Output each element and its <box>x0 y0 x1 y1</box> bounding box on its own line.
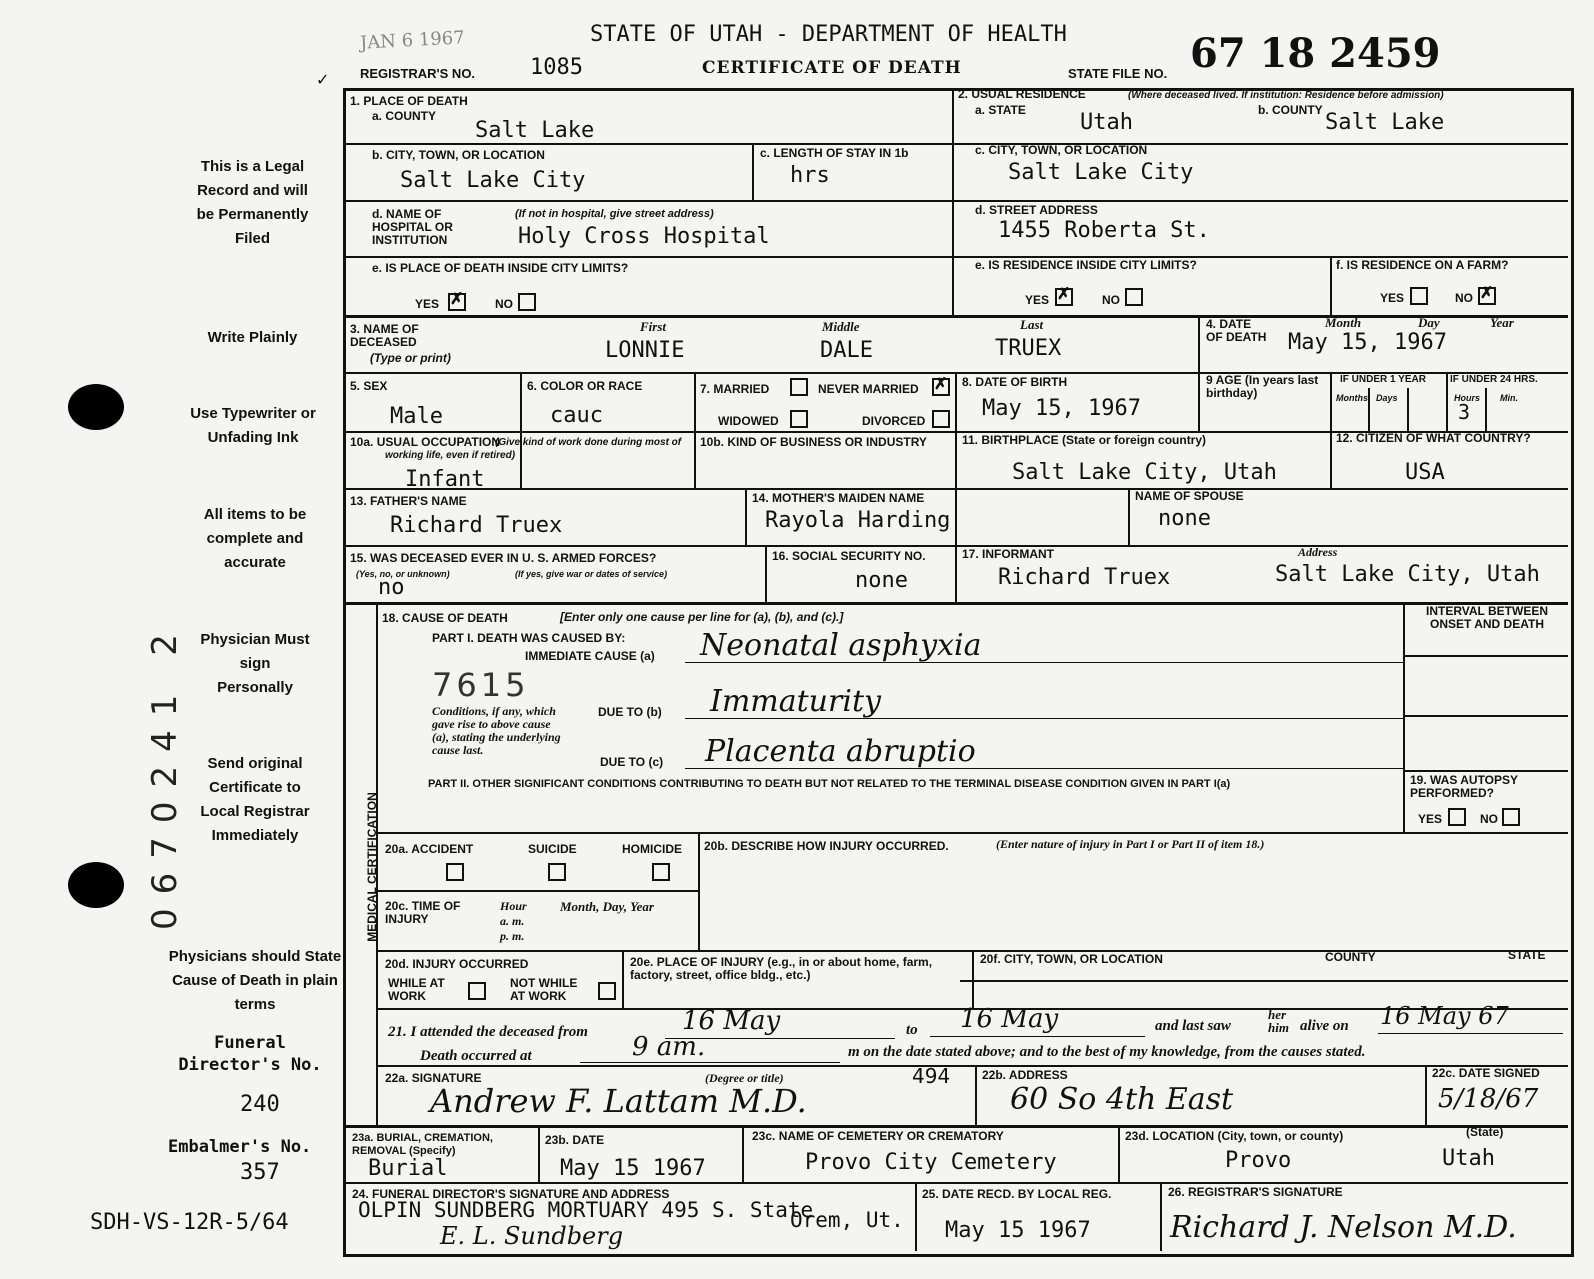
label-ssn: 16. SOCIAL SECURITY NO. <box>772 549 926 563</box>
label-homicide: HOMICIDE <box>622 842 682 856</box>
label-first: First <box>640 319 667 334</box>
label-hospital-note: (If not in hospital, give street address) <box>515 208 714 220</box>
label-informant: 17. INFORMANT <box>962 547 1055 561</box>
label-attended: 21. I attended the deceased from <box>388 1024 588 1040</box>
checkbox-autopsy-yes[interactable] <box>1448 808 1466 826</box>
label-hospital-name: d. NAME OF HOSPITAL OR INSTITUTION <box>372 207 453 247</box>
value-alive-on: 16 May 67 <box>1380 1002 1509 1030</box>
yes-label: YES <box>1025 293 1050 307</box>
value-res-county: Salt Lake <box>1325 110 1445 135</box>
checkbox-divorced[interactable] <box>932 410 950 428</box>
label-mother: 14. MOTHER'S MAIDEN NAME <box>752 491 925 505</box>
registrar-label: REGISTRAR'S NO. <box>360 66 476 81</box>
label-spouse: NAME OF SPOUSE <box>1135 489 1244 503</box>
label-state-paren: (State) <box>1466 1125 1504 1139</box>
label-divorced: DIVORCED <box>862 414 926 428</box>
label-min: Min. <box>1500 393 1518 403</box>
checkbox-widowed[interactable] <box>790 410 808 428</box>
label-county-a: a. COUNTY <box>372 109 437 123</box>
label-alive-on: alive on <box>1300 1018 1349 1034</box>
checkbox-while-at-work[interactable] <box>468 982 486 1000</box>
label-time-of-injury: 20c. TIME OF INJURY <box>385 899 461 926</box>
label-last-saw: and last saw <box>1155 1018 1231 1034</box>
value-hospital: Holy Cross Hospital <box>518 224 770 249</box>
value-res-state: Utah <box>1080 110 1133 135</box>
label-inside-city-death: e. IS PLACE OF DEATH INSIDE CITY LIMITS? <box>372 261 629 275</box>
value-funeral-home: OLPIN SUNDBERG MORTUARY 495 S. State <box>358 1198 814 1222</box>
check-mark-x: ✗ <box>1480 285 1494 302</box>
label-her-him: her him <box>1268 1007 1289 1035</box>
label-date-recd: 25. DATE RECD. BY LOCAL REG. <box>922 1187 1112 1201</box>
label-autopsy: 19. WAS AUTOPSY PERFORMED? <box>1410 773 1518 800</box>
label-to: to <box>906 1022 918 1038</box>
label-occupation: 10a. USUAL OCCUPATION <box>350 435 501 449</box>
label-date-of-death: 4. DATE OF DEATH <box>1206 317 1267 344</box>
value-citizen: USA <box>1405 460 1445 485</box>
punch-hole-bottom <box>68 862 124 908</box>
value-location-city: Provo <box>1225 1148 1292 1173</box>
label-county-b: b. COUNTY <box>1258 103 1323 117</box>
value-attended-from: 16 May <box>682 1006 781 1036</box>
label-registrar-signature: 26. REGISTRAR'S SIGNATURE <box>1168 1185 1343 1199</box>
checkbox-accident[interactable] <box>446 863 464 881</box>
label-suicide: SUICIDE <box>528 842 577 856</box>
value-burial: Burial <box>368 1156 448 1181</box>
medical-certification-label: MEDICAL CERTIFICATION <box>365 792 379 942</box>
embalmer-label: Embalmer's No. <box>168 1137 312 1157</box>
value-cause-code: 7615 <box>432 666 530 704</box>
label-street-address: d. STREET ADDRESS <box>975 203 1098 217</box>
sidebar-note-send: Send original Certificate to Local Registrar Immediately <box>200 755 310 844</box>
label-am: a. m. <box>500 914 525 928</box>
label-not-while-at-work: NOT WHILE AT WORK <box>510 976 578 1003</box>
label-due-to-b: DUE TO (b) <box>598 705 662 719</box>
value-degree-number: 494 <box>912 1064 951 1088</box>
value-race: cauc <box>550 403 603 428</box>
label-degree: (Degree or title) <box>705 1071 784 1085</box>
label-pm: p. m. <box>500 929 525 943</box>
value-physician-signature: Andrew F. Lattam M.D. <box>430 1082 807 1120</box>
check-mark: ✓ <box>316 72 330 89</box>
value-burial-date: May 15 1967 <box>560 1156 706 1181</box>
form-code: SDH-VS-12R-5/64 <box>90 1210 289 1235</box>
label-date-signed: 22c. DATE SIGNED <box>1432 1066 1540 1080</box>
state-file-label: STATE FILE NO. <box>1068 66 1168 81</box>
label-widowed: WIDOWED <box>718 414 779 428</box>
checkbox-res-inside-city-no[interactable] <box>1125 288 1143 306</box>
label-month-day-year: Month, Day, Year <box>560 899 654 914</box>
label-cause-note: [Enter only one cause per line for (a), (b), and (c).] <box>560 610 844 624</box>
value-location-state: Utah <box>1442 1146 1495 1171</box>
label-death-occurred-tail: m on the date stated above; and to the best of my knowledge, from the causes stated. <box>848 1044 1366 1060</box>
value-cause-a: Neonatal asphyxia <box>700 628 982 663</box>
value-res-city: Salt Lake City <box>1008 160 1194 185</box>
label-describe-injury: 20b. DESCRIBE HOW INJURY OCCURRED. <box>704 839 949 853</box>
checkbox-homicide[interactable] <box>652 863 670 881</box>
value-mother: Rayola Harding <box>765 508 951 533</box>
label-part-1: PART I. DEATH WAS CAUSED BY: <box>432 631 626 645</box>
embalmer-number: 357 <box>240 1160 280 1185</box>
state-file-number: 67 18 2459 <box>1190 30 1441 77</box>
funeral-director-number: 240 <box>240 1092 280 1117</box>
label-accident: 20a. ACCIDENT <box>385 842 474 856</box>
label-place-of-injury: 20e. PLACE OF INJURY (e.g., in or about home, farm, factory, street, office bldg., etc.) <box>630 955 933 982</box>
label-on-farm: f. IS RESIDENCE ON A FARM? <box>1336 258 1509 272</box>
label-year: Year <box>1490 315 1514 330</box>
value-date-of-birth: May 15, 1967 <box>982 396 1141 421</box>
value-county-death: Salt Lake <box>475 118 595 143</box>
label-inside-city-res: e. IS RESIDENCE INSIDE CITY LIMITS? <box>975 258 1197 272</box>
no-label: NO <box>1480 812 1498 826</box>
label-while-at-work: WHILE AT WORK <box>388 976 445 1003</box>
label-immediate-cause: IMMEDIATE CAUSE (a) <box>525 649 655 663</box>
value-middle-name: DALE <box>820 338 873 363</box>
value-date-of-death: May 15, 1967 <box>1288 330 1447 355</box>
label-citizen: 12. CITIZEN OF WHAT COUNTRY? <box>1336 431 1531 445</box>
label-location: 23d. LOCATION (City, town, or county) <box>1125 1129 1344 1143</box>
checkbox-farm-yes[interactable] <box>1410 287 1428 305</box>
received-stamp: JAN 6 1967 <box>359 27 466 54</box>
label-armed-note-2: (If yes, give war or dates of service) <box>515 569 668 579</box>
value-attended-to: 16 May <box>960 1004 1059 1034</box>
label-cause-of-death: 18. CAUSE OF DEATH <box>382 611 508 625</box>
label-armed-forces: 15. WAS DECEASED EVER IN U. S. ARMED FORCES? <box>350 551 657 565</box>
value-first-name: LONNIE <box>605 338 685 363</box>
label-age: 9 AGE (In years last birthday) <box>1206 373 1319 400</box>
label-day: Day <box>1418 315 1440 330</box>
value-funeral-home-city: Orem, Ut. <box>790 1208 904 1232</box>
label-due-to-c: DUE TO (c) <box>600 755 664 769</box>
label-date-23b: 23b. DATE <box>545 1133 605 1147</box>
yes-label: YES <box>1380 291 1405 305</box>
vertical-file-number: 0670241 2 <box>145 620 185 930</box>
sidebar-note-complete: All items to be complete and accurate <box>203 506 307 571</box>
label-city-c: c. CITY, TOWN, OR LOCATION <box>975 143 1148 157</box>
label-usual-residence: 2. USUAL RESIDENCE <box>958 87 1086 101</box>
label-state-a: a. STATE <box>975 103 1026 117</box>
label-married: 7. MARRIED <box>700 382 770 396</box>
label-death-occurred-at: Death occurred at <box>420 1048 532 1064</box>
no-label: NO <box>495 297 513 311</box>
label-color-race: 6. COLOR OR RACE <box>527 379 643 393</box>
label-occupation-note: (Give kind of work done during most of working life, even if retired) <box>385 437 682 461</box>
label-armed-note-1: (Yes, no, or unknown) <box>356 569 450 579</box>
sidebar-note-plain: Write Plainly <box>207 329 298 346</box>
value-cemetery: Provo City Cemetery <box>805 1150 1057 1175</box>
value-date-signed: 5/18/67 <box>1438 1084 1539 1114</box>
value-armed: no <box>378 575 405 600</box>
value-spouse: none <box>1158 506 1211 531</box>
label-father: 13. FATHER'S NAME <box>350 494 467 508</box>
value-date-recd: May 15 1967 <box>945 1218 1091 1243</box>
value-physician-address: 60 So 4th East <box>1010 1082 1234 1117</box>
sidebar-note-physician: Physician Must sign Personally <box>200 631 310 696</box>
label-injury-state: STATE <box>1508 948 1546 962</box>
label-hours: Hours <box>1454 393 1481 403</box>
registrar-number: 1085 <box>530 55 583 80</box>
value-ssn: none <box>855 568 908 593</box>
value-funeral-director-signature: E. L. Sundberg <box>440 1222 624 1250</box>
label-month: Month <box>1325 315 1362 330</box>
value-sex: Male <box>390 404 443 429</box>
punch-hole-top <box>68 384 124 430</box>
label-injury-occurred: 20d. INJURY OCCURRED <box>385 957 529 971</box>
sidebar-note-legal: This is a Legal Record and will be Permanently Filed <box>196 158 309 247</box>
checkbox-res-inside-city-yes[interactable] <box>1055 288 1073 306</box>
value-age-hours: 3 <box>1458 400 1471 424</box>
funeral-director-label: Funeral Director's No. <box>178 1033 322 1075</box>
label-part-2: PART II. OTHER SIGNIFICANT CONDITIONS CONTRIBUTING TO DEATH BUT NOT RELATED TO THE TERMINAL DISEASE CONDITION GIVEN IN PART I(a) <box>428 778 1231 790</box>
value-last-name: TRUEX <box>995 336 1062 361</box>
value-registrar-signature: Richard J. Nelson M.D. <box>1170 1210 1517 1245</box>
label-cemetery: 23c. NAME OF CEMETERY OR CREMATORY <box>752 1129 1004 1143</box>
label-business: 10b. KIND OF BUSINESS OR INDUSTRY <box>700 435 927 449</box>
value-city-death: Salt Lake City <box>400 168 586 193</box>
value-birthplace: Salt Lake City, Utah <box>1012 460 1277 485</box>
checkbox-death-inside-city-yes[interactable] <box>448 293 466 311</box>
value-informant: Richard Truex <box>998 565 1171 590</box>
value-occupation: Infant <box>405 467 485 492</box>
label-injury-county: COUNTY <box>1325 950 1376 964</box>
value-length-of-stay: hrs <box>790 163 830 188</box>
label-usual-residence-note: (Where deceased lived. If institution: Residence before admission) <box>1128 90 1444 101</box>
yes-label: YES <box>415 297 440 311</box>
label-middle: Middle <box>822 319 860 334</box>
label-burial: 23a. BURIAL, CREMATION, REMOVAL (Specify) <box>352 1132 493 1157</box>
label-interval: INTERVAL BETWEEN ONSET AND DEATH <box>1425 604 1548 631</box>
label-injury-city: 20f. CITY, TOWN, OR LOCATION <box>980 952 1163 966</box>
check-mark-x: ✗ <box>934 376 948 393</box>
checkbox-autopsy-no[interactable] <box>1502 808 1520 826</box>
label-days: Days <box>1376 393 1398 403</box>
label-under-24-hrs: IF UNDER 24 HRS. <box>1450 374 1538 385</box>
label-length-of-stay: c. LENGTH OF STAY IN 1b <box>760 146 909 160</box>
label-describe-note: (Enter nature of injury in Part I or Part II of item 18.) <box>996 837 1265 851</box>
label-address: Address <box>1298 545 1338 559</box>
label-under-1-year: IF UNDER 1 YEAR <box>1340 374 1426 385</box>
label-funeral-director: 24. FUNERAL DIRECTOR'S SIGNATURE AND ADDRESS <box>352 1187 670 1201</box>
label-last: Last <box>1020 317 1044 332</box>
value-father: Richard Truex <box>390 513 563 538</box>
checkbox-never-married[interactable] <box>932 378 950 396</box>
label-signature: 22a. SIGNATURE <box>385 1071 482 1085</box>
checkbox-not-while-at-work[interactable] <box>598 982 616 1000</box>
label-place-of-death: 1. PLACE OF DEATH <box>350 94 468 108</box>
label-sex: 5. SEX <box>350 379 388 393</box>
label-name-of-deceased: 3. NAME OF DECEASED <box>350 322 419 349</box>
sidebar-note-typewriter: Use Typewriter or Unfading Ink <box>190 405 316 446</box>
certificate-title: CERTIFICATE OF DEATH <box>702 58 962 78</box>
value-cause-b: Immaturity <box>710 684 881 719</box>
sidebar-note-cause: Physicians should State Cause of Death in plain terms <box>168 948 342 1013</box>
no-label: NO <box>1102 293 1120 307</box>
checkbox-farm-no[interactable] <box>1478 287 1496 305</box>
label-never-married: NEVER MARRIED <box>818 382 919 396</box>
label-type-or-print: (Type or print) <box>370 351 451 365</box>
label-date-of-birth: 8. DATE OF BIRTH <box>962 375 1068 389</box>
no-label: NO <box>1455 291 1473 305</box>
checkbox-suicide[interactable] <box>548 863 566 881</box>
checkbox-death-inside-city-no[interactable] <box>518 293 536 311</box>
yes-label: YES <box>1418 812 1443 826</box>
label-city-b: b. CITY, TOWN, OR LOCATION <box>372 148 545 162</box>
check-mark-x: ✗ <box>1057 286 1071 303</box>
value-informant-address: Salt Lake City, Utah <box>1275 562 1540 587</box>
label-months: Months <box>1336 393 1368 403</box>
label-conditions: Conditions, if any, which gave rise to above cause (a), stating the underlying cause last. <box>432 704 561 757</box>
value-death-at: 9 am. <box>632 1032 706 1062</box>
form-title: STATE OF UTAH - DEPARTMENT OF HEALTH <box>590 22 1067 47</box>
checkbox-married[interactable] <box>790 378 808 396</box>
check-mark-x: ✗ <box>450 291 464 308</box>
value-cause-c: Placenta abruptio <box>705 734 976 769</box>
label-address-22b: 22b. ADDRESS <box>982 1068 1068 1082</box>
value-street: 1455 Roberta St. <box>998 218 1210 243</box>
label-hour: Hour <box>500 899 527 913</box>
label-birthplace: 11. BIRTHPLACE (State or foreign country) <box>962 433 1207 447</box>
